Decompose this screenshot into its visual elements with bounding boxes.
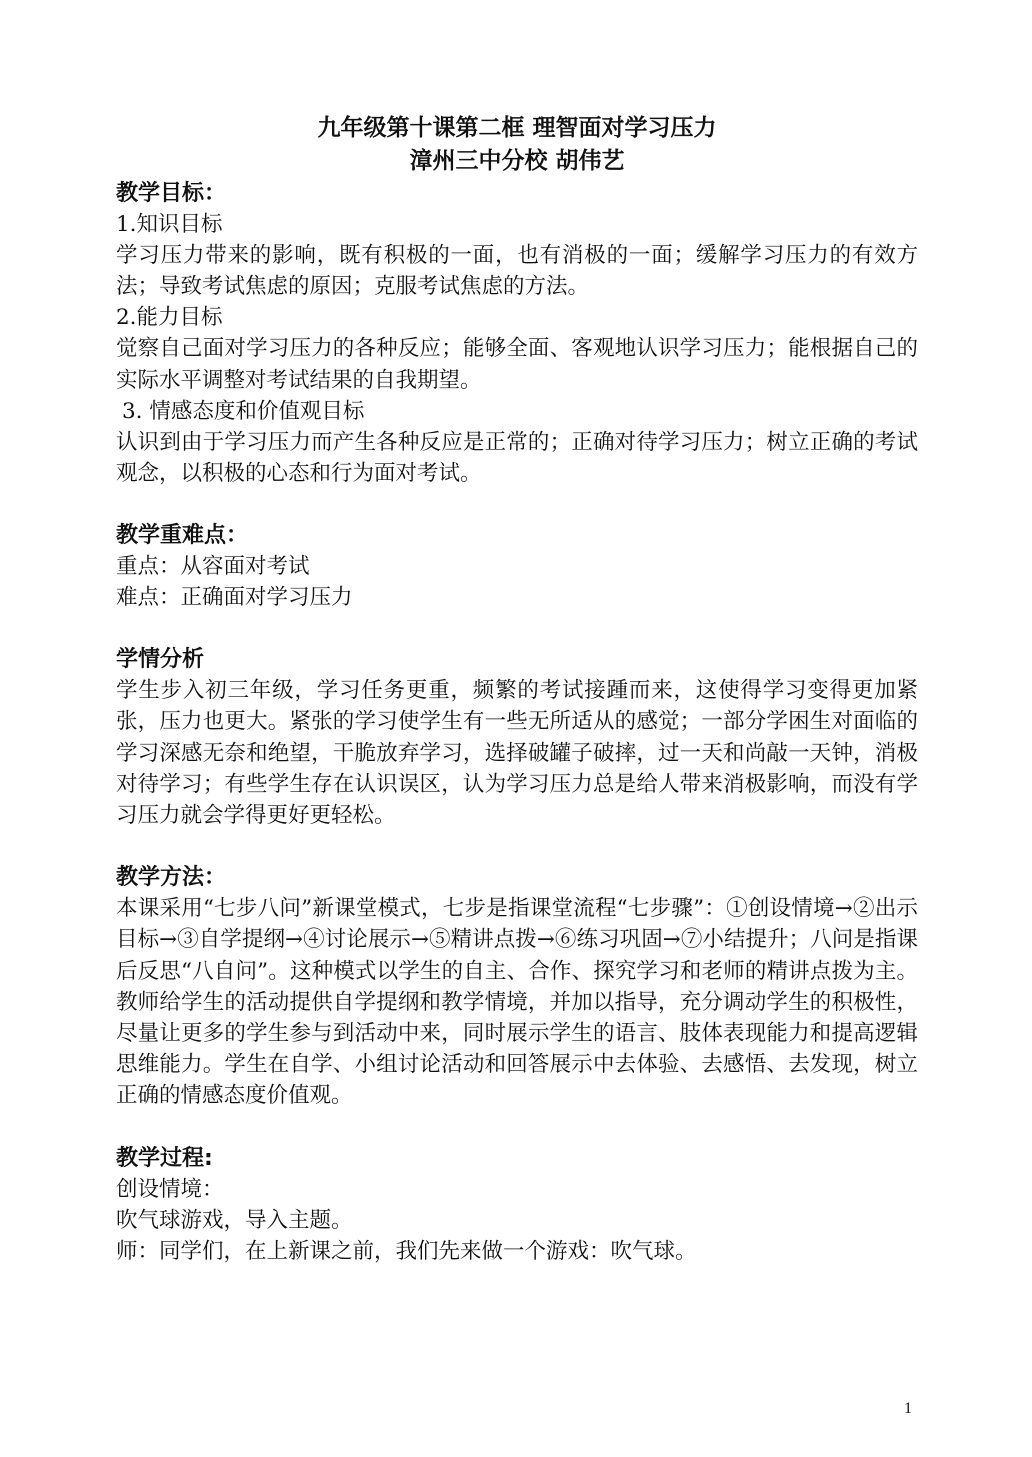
analysis-heading: 学情分析 [116,647,205,673]
objectives-heading: 教学目标： [116,181,227,206]
knowledge-objective-label: 1.知识目标 [116,212,223,237]
process-line: 师：同学们，在上新课之前，我们先来做一个游戏：吹气球。 [116,1238,697,1264]
method-text: 本课采用“七步八问”新课堂模式，七步是指课堂流程“七步骤”：①创设情境→②出示目标→③自学提纲→④讨论展示→⑤精讲点拨→⑥练习巩固→⑦小结提升；八问是指课后反思“八自问”。这种模式以学生的自主、合作、探究学习和老师的精讲点拨为主。教师给学生的活动提供自学提纲和教学情境，并加以指导，充分调动学生的积极性，尽量让更多的学生参与到活动中来，同时展示学生的语言、肢体表现能力和提高逻辑思维能力。学生在自学、小组讨论活动和回答展示中去体验、去感悟、去发现，树立正确的情感态度价值观。 [116,896,918,1109]
difficult-point: 难点：正确面对学习压力 [116,585,353,611]
document-title: 九年级第十课第二框 理智面对学习压力 [317,115,717,141]
analysis-text: 学生步入初三年级，学习任务更重，频繁的考试接踵而来，这使得学习变得更加紧张，压力也更大。紧张的学习使学生有一些无所适从的感觉；一部分学困生对面临的学习深感无奈和绝望，干脆放弃学习，选择破罐子破摔，过一天和尚敲一天钟，消极对待学习；有些学生存在认识误区，认为学习压力总是给人带来消极影响，而没有学习压力就会学得更好更轻松。 [116,678,918,829]
page-number: 1 [904,1400,912,1417]
process-line: 吹气球游戏，导入主题。 [116,1207,353,1233]
process-line: 创设情境： [116,1176,224,1202]
emotion-objective-text: 认识到由于学习压力而产生各种反应是正常的；正确对待学习压力；树立正确的考试观念，以积极的心态和行为面对考试。 [116,429,918,487]
key-points-heading: 教学重难点： [116,523,249,549]
spacer [116,613,918,644]
knowledge-objective-text: 学习压力带来的影响，既有积极的一面，也有消极的一面；缓解学习压力的有效方法；导致考试焦虑的原因；克服考试焦虑的方法。 [116,243,918,300]
key-point: 重点：从容面对考试 [116,554,310,580]
spacer [116,831,918,862]
process-heading: 教学过程: [116,1145,213,1171]
document-body [116,112,918,1267]
spacer [116,489,918,520]
ability-objective-label: 2.能力目标 [116,305,223,331]
document-author: 漳州三中分校 胡伟艺 [409,148,625,174]
ability-objective-text: 觉察自己面对学习压力的各种反应；能够全面、客观地认识学习压力；能根据自己的实际水平调整对考试结果的自我期望。 [116,336,918,393]
method-heading: 教学方法： [116,865,227,891]
spacer [116,1112,918,1143]
emotion-objective-label: 3. 情感态度和价值观目标 [122,398,365,424]
